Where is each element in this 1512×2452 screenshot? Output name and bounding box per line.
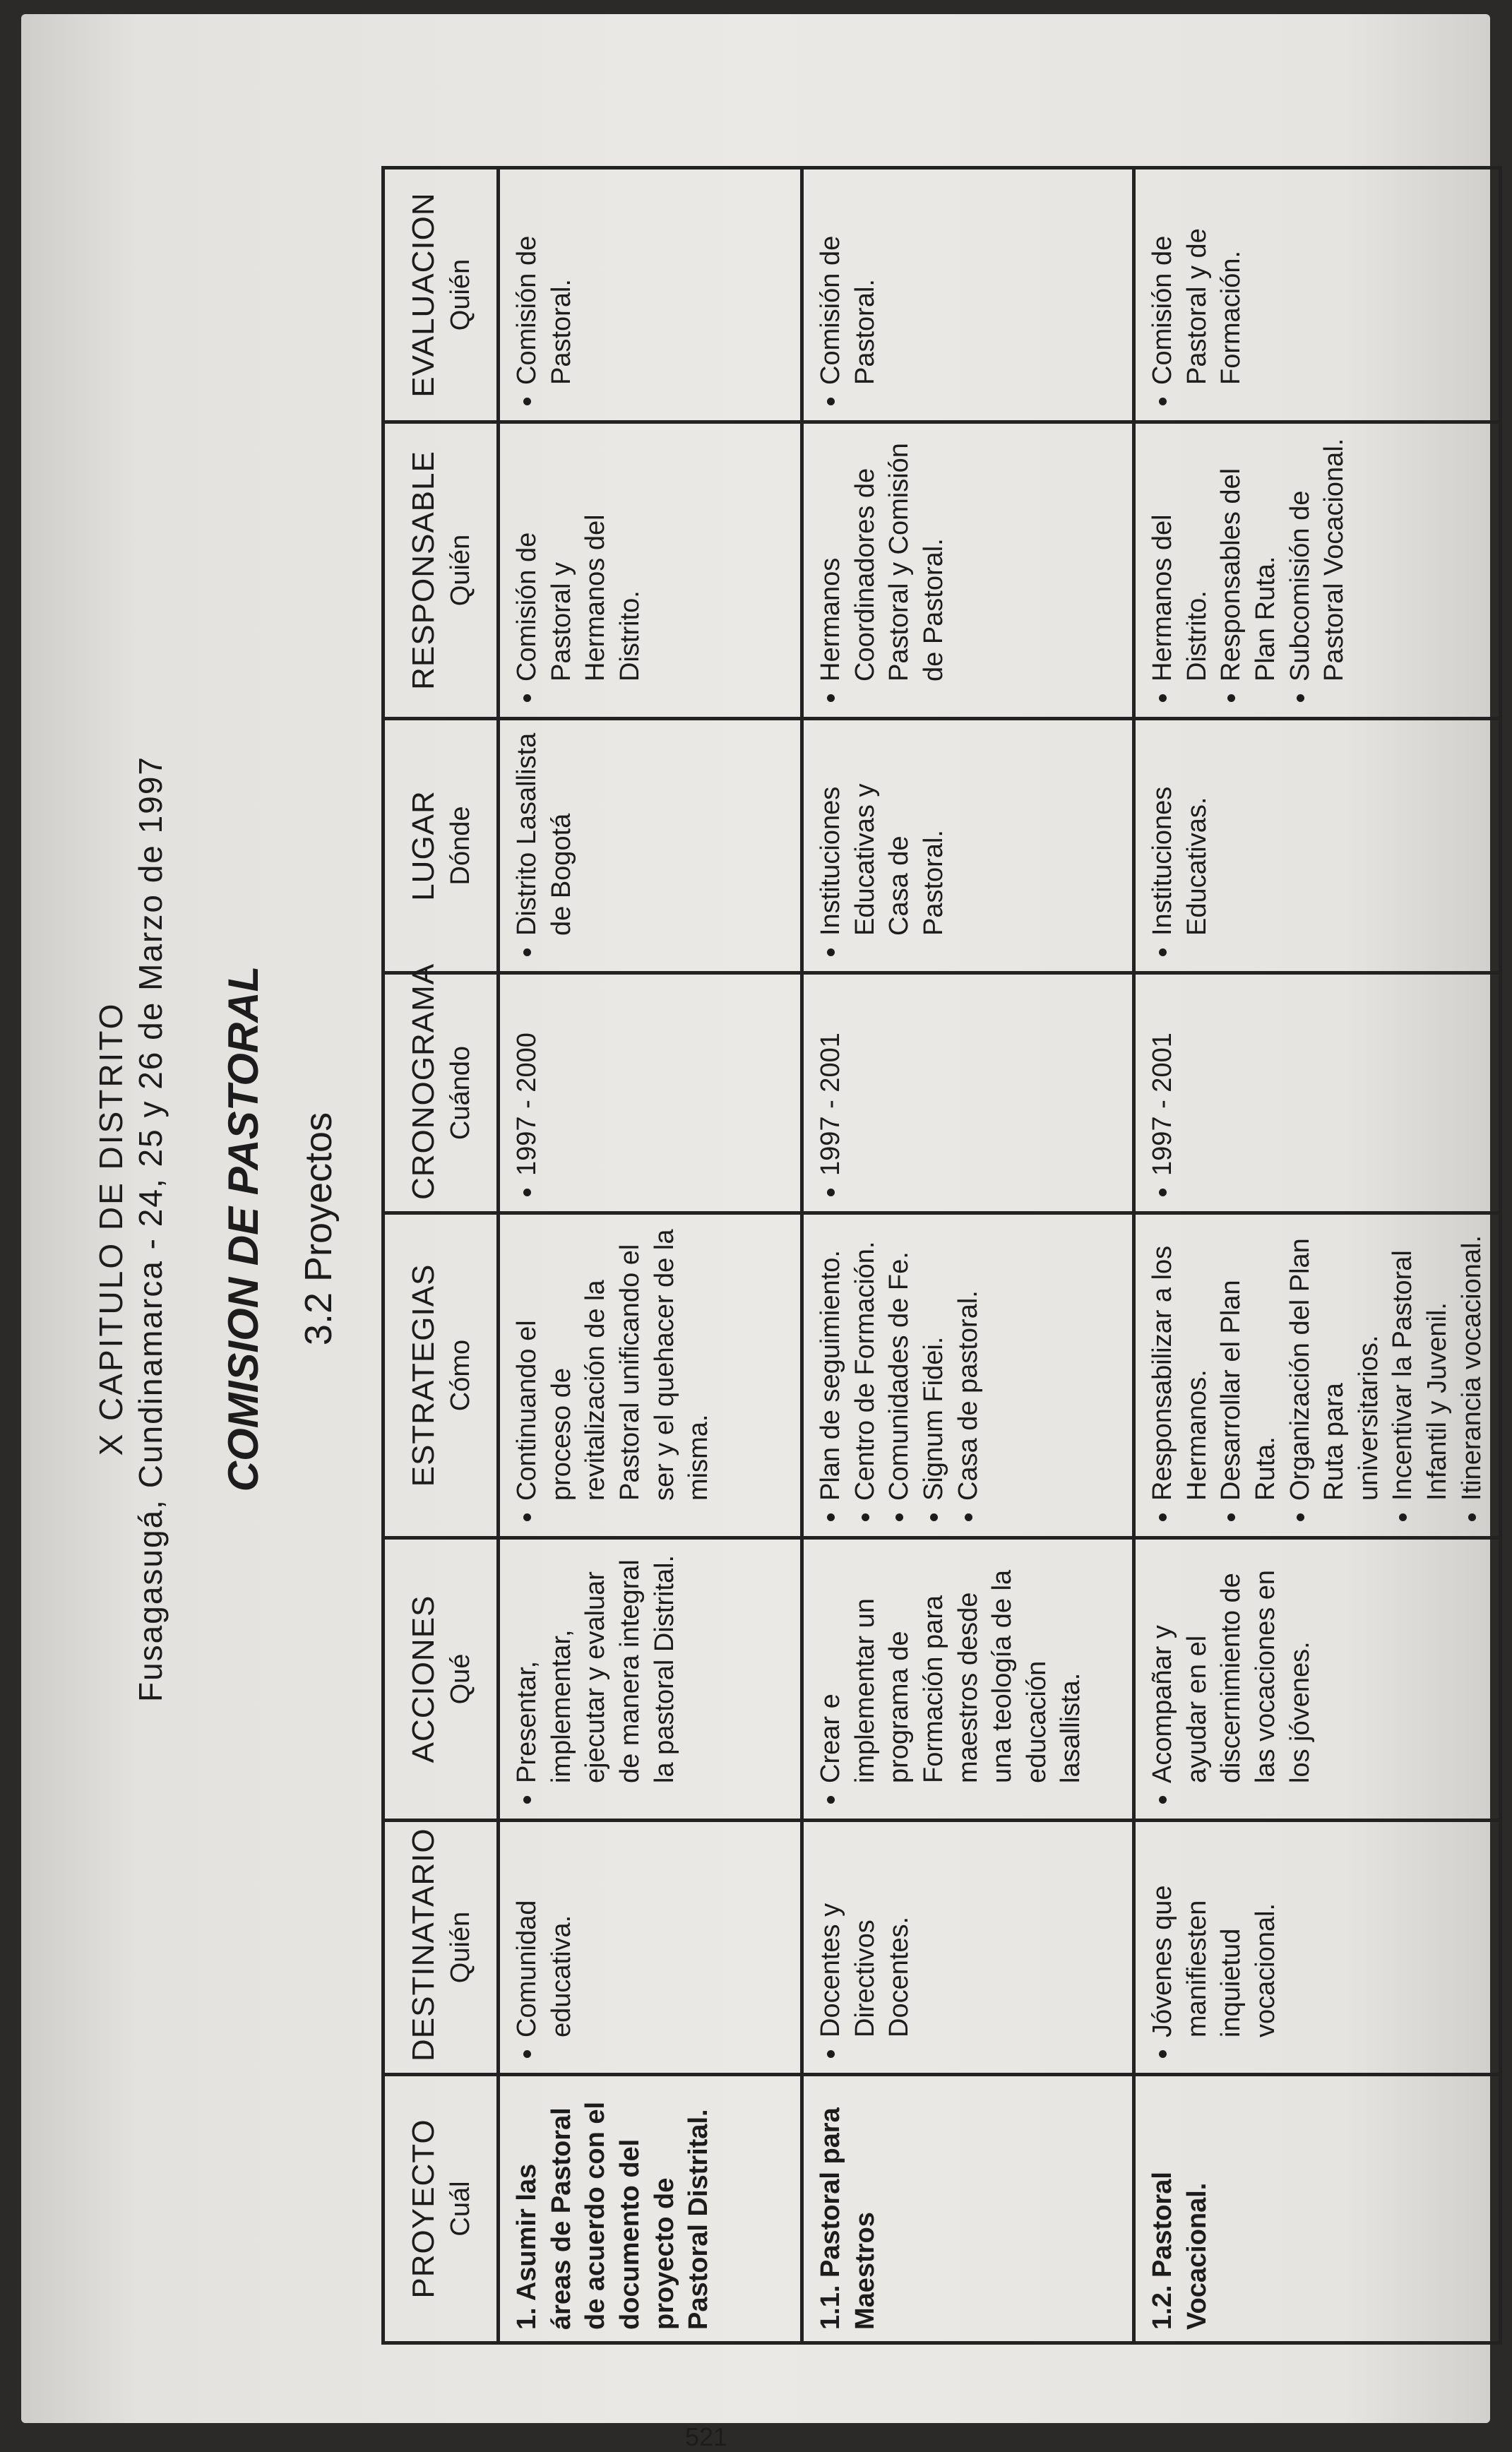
table-row: [802, 168, 1134, 2343]
column-header: PROYECTO Cuál: [383, 2075, 499, 2343]
rotated-page-content: [85, 56, 1497, 2451]
page-number: 521: [685, 2422, 728, 2451]
responsable-cell: • Hermanos Coordinadores de Pastoral y Comisión de Pastoral.: [802, 422, 1134, 719]
column-header: ACCIONES Qué: [383, 1538, 499, 1821]
responsable-cell: • Hermanos del Distrito. • Responsables del Plan Ruta. • Subcomisión de Pastoral Vocacional.: [1134, 422, 1501, 719]
destinatario-cell: • Comunidad educativa.: [499, 1821, 802, 2075]
estrategias-cell: • Continuando el proceso de revitalización de la Pastoral unificando el ser y el quehacer de la misma.: [499, 1213, 802, 1538]
lugar-cell: • Instituciones Educativas y Casa de Pastoral.: [802, 719, 1134, 973]
project-cell: 1. Asumir las áreas de Pastoral de acuerdo con el documento del proyecto de Pastoral Distrital.: [499, 2075, 802, 2343]
evaluacion-cell: • Comisión de Pastoral.: [802, 168, 1134, 422]
cronograma-cell: • 1997 - 2001: [1134, 973, 1501, 1213]
column-header: LUGAR Dónde: [383, 719, 499, 973]
acciones-cell: • Acompañar y ayudar en el discernimiento de las vocaciones en los jóvenes.: [1134, 1538, 1501, 1821]
cronograma-cell: • 1997 - 2001: [802, 973, 1134, 1213]
project-cell: 1.1. Pastoral para Maestros: [802, 2075, 1134, 2343]
evaluacion-cell: • Comisión de Pastoral.: [499, 168, 802, 422]
estrategias-cell: • Plan de seguimiento. • Centro de Formación. • Comunidades de Fe. • Signum Fidei. • Casa de pastoral.: [802, 1213, 1134, 1538]
destinatario-cell: • Jóvenes que manifiesten inquietud vocacional.: [1134, 1821, 1501, 2075]
section-title: 3.2 Proyectos: [297, 1112, 340, 1346]
cronograma-cell: • 1997 - 2000: [499, 973, 802, 1213]
estrategias-cell: • Responsabilizar a los Hermanos. • Desarrollar el Plan Ruta. • Organización del Plan Ruta para universitarios. • Incentivar la Pastoral Infantil y Juvenil. • Itinerancia vocacional.: [1134, 1213, 1501, 1538]
document-page: [21, 14, 1490, 2451]
projects-table: [381, 166, 1502, 2345]
column-header: ESTRATEGIAS Cómo: [383, 1213, 499, 1538]
column-header: DESTINATARIO Quién: [383, 1821, 499, 2075]
column-header: RESPONSABLE Quién: [383, 422, 499, 719]
acciones-cell: • Crear e implementar un programa de Formación para maestros desde una teología de la educación lasallista.: [802, 1538, 1134, 1821]
acciones-cell: • Presentar, implementar, ejecutar y evaluar de manera integral la pastoral Distrital.: [499, 1538, 802, 1821]
evaluacion-cell: • Comisión de Pastoral y de Formación.: [1134, 168, 1501, 422]
event-location-date: Fusagasugá, Cundinamarca - 24, 25 y 26 de Marzo de 1997: [132, 756, 169, 1702]
column-header: CRONOGRAMA Cuándo: [383, 973, 499, 1213]
responsable-cell: • Comisión de Pastoral y Hermanos del Distrito.: [499, 422, 802, 719]
project-cell: 1.2. Pastoral Vocacional.: [1134, 2075, 1501, 2343]
commission-title: COMISION DE PASTORAL: [220, 965, 267, 1492]
chapter-title: X CAPITULO DE DISTRITO: [93, 1001, 129, 1456]
lugar-cell: • Distrito Lasallista de Bogotá: [499, 719, 802, 973]
table-row: [1134, 168, 1501, 2343]
column-header: EVALUACION Quién: [383, 168, 499, 422]
table-header-row: [383, 168, 499, 2343]
table-row: [499, 168, 802, 2343]
destinatario-cell: • Docentes y Directivos Docentes.: [802, 1821, 1134, 2075]
lugar-cell: • Instituciones Educativas.: [1134, 719, 1501, 973]
